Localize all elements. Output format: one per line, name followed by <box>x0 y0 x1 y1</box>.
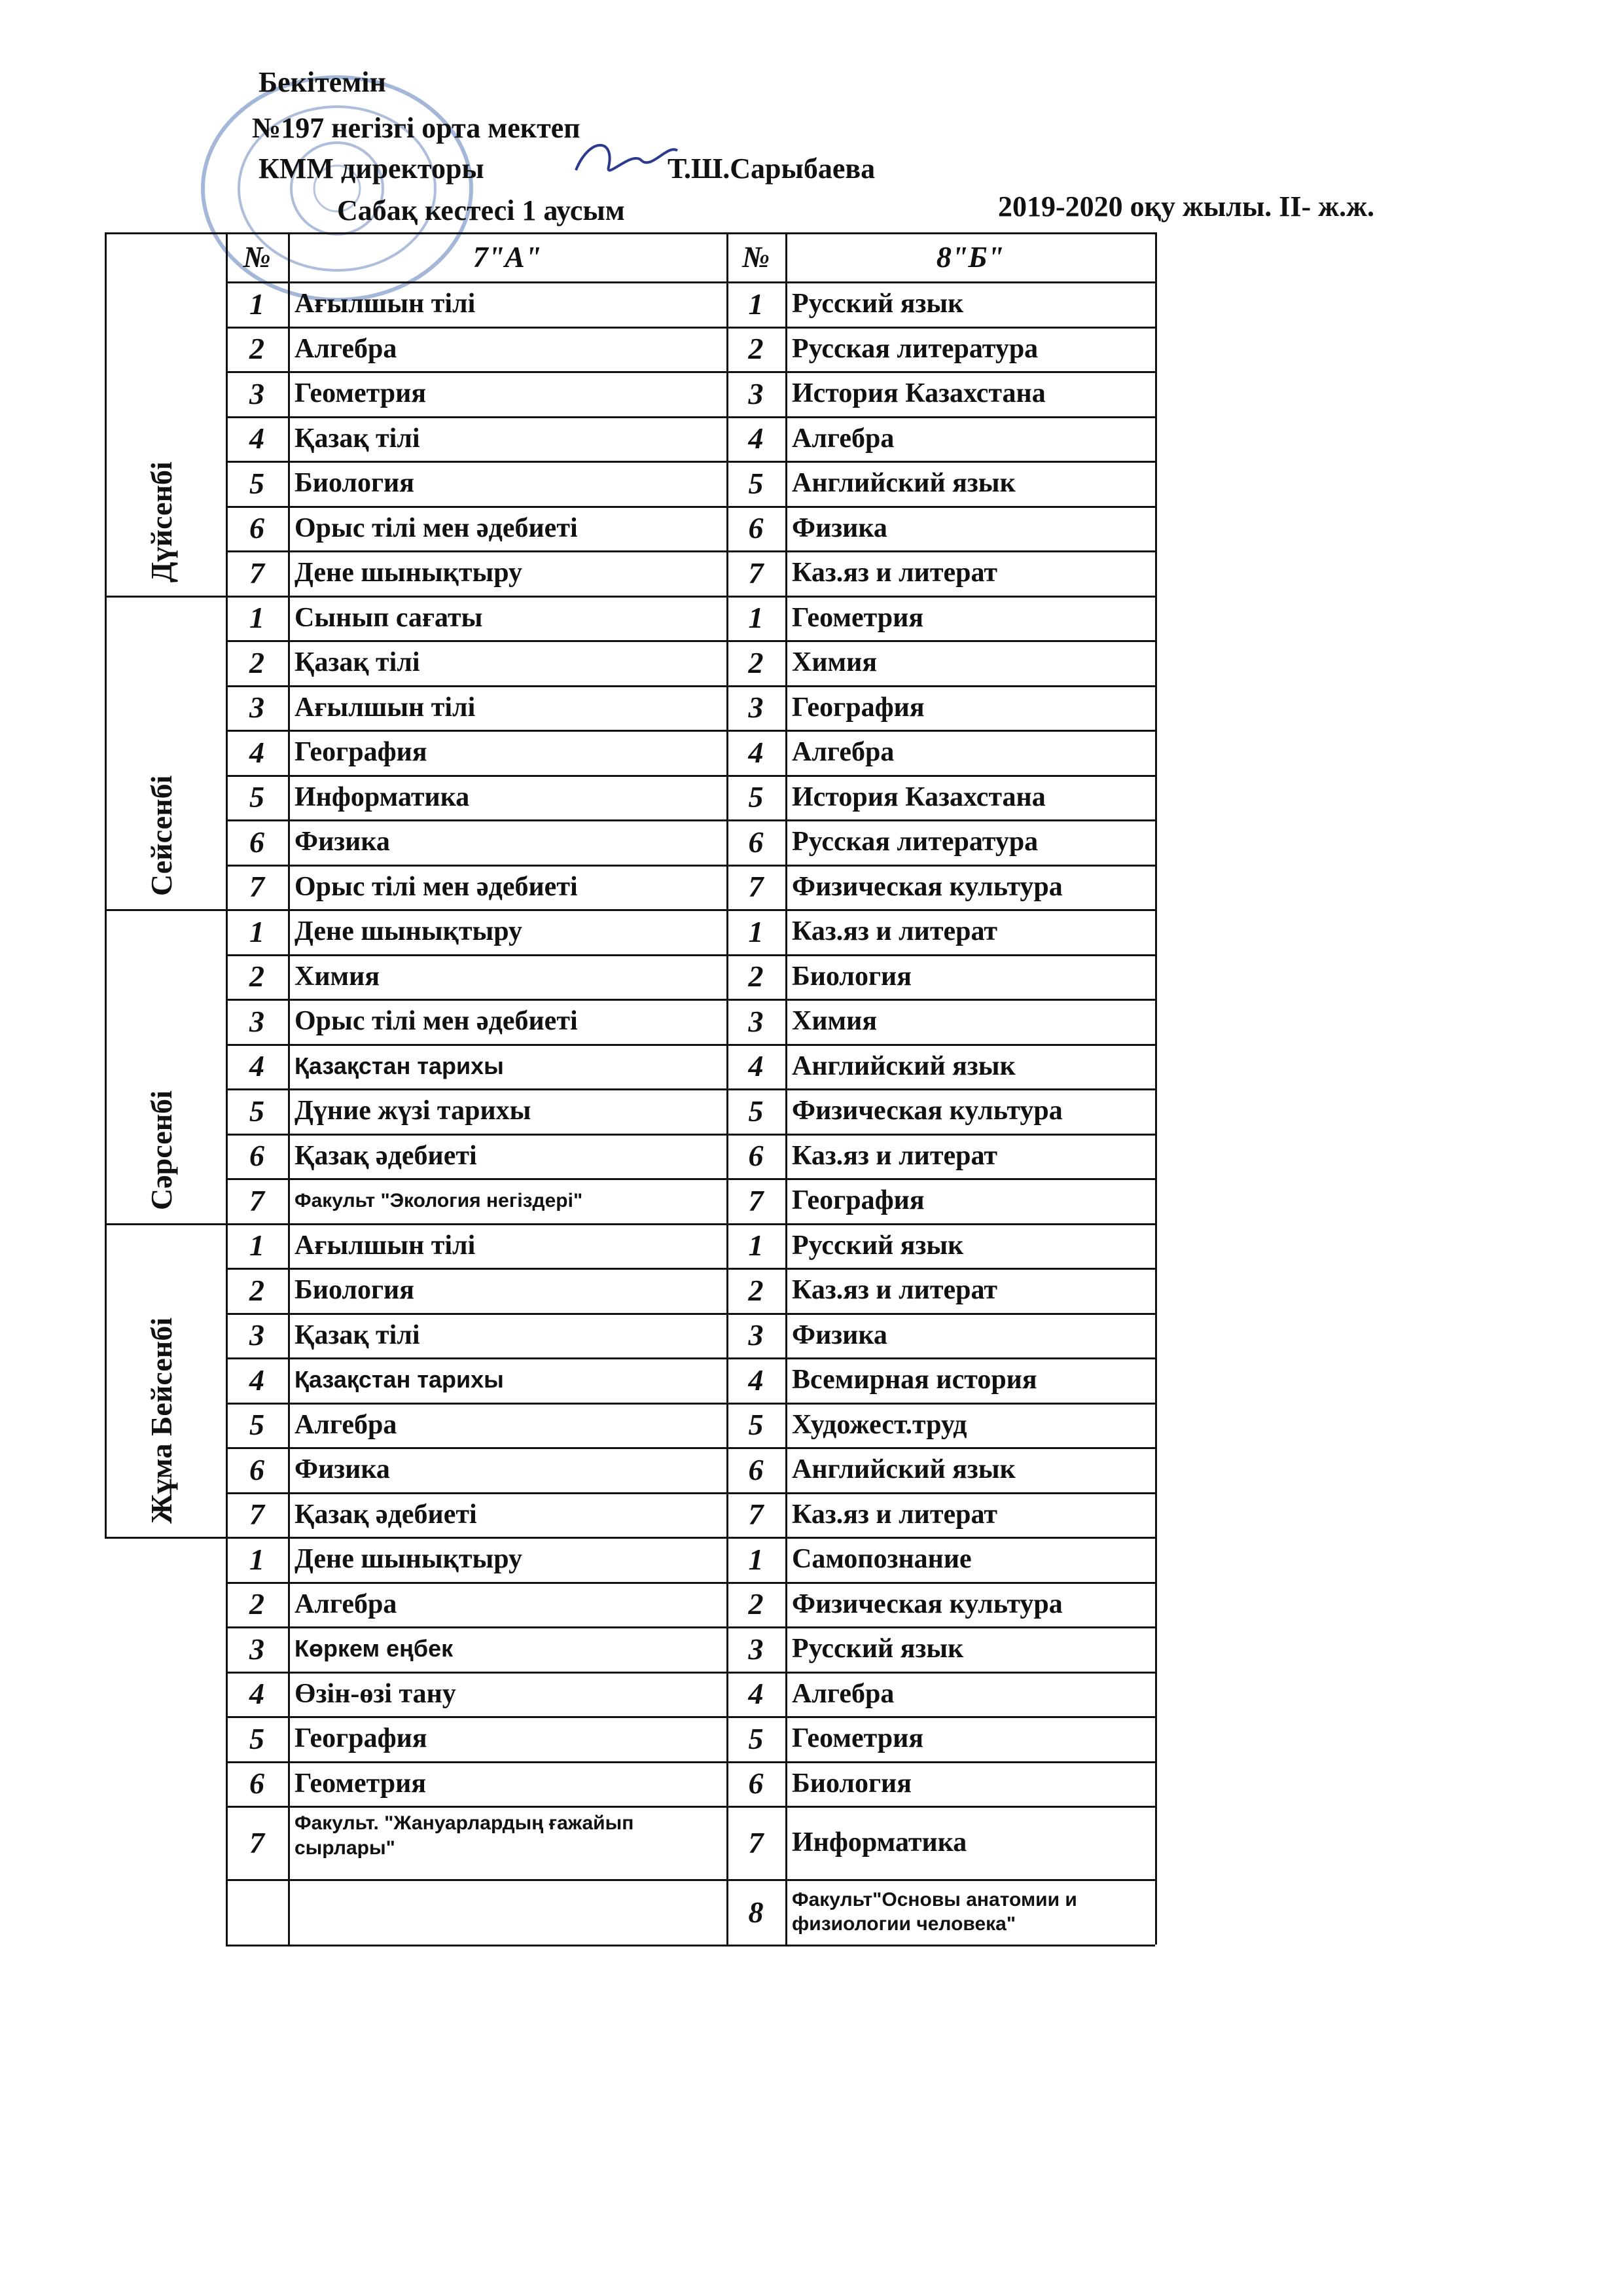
lesson-number: 5 <box>249 466 264 500</box>
lesson-number: 4 <box>249 422 264 456</box>
table-rule <box>105 232 107 1537</box>
subject-7a: Қазақ тілі <box>294 1319 420 1350</box>
lesson-number: 6 <box>748 1767 764 1801</box>
subject-7a: География <box>294 737 427 768</box>
subject-7a: Факульт. "Жануарлардың ғажайып сырлары" <box>294 1812 634 1859</box>
lesson-number: 7 <box>249 870 264 904</box>
table-rule <box>226 416 1155 418</box>
subject-7a: Көркем еңбек <box>294 1635 454 1662</box>
lesson-number: 7 <box>249 556 264 590</box>
lesson-number: 6 <box>249 1452 264 1486</box>
lesson-number: 3 <box>249 376 264 410</box>
subject-7a: Ағылшын тілі <box>294 289 476 319</box>
lesson-number: 1 <box>249 1229 264 1263</box>
subject-7a: Дене шынықтыру <box>294 558 523 588</box>
subject-8b: Русский язык <box>792 289 964 319</box>
day-label: Дүйсенбі <box>145 461 178 583</box>
lesson-number: 2 <box>249 960 264 994</box>
subject-7a: Алгебра <box>294 1588 397 1619</box>
subject-7a: Қазақстан тарихы <box>294 1366 504 1393</box>
subject-7a: Физика <box>294 827 390 857</box>
lesson-number: 4 <box>748 1049 764 1083</box>
subject-7a: Биология <box>294 468 414 499</box>
lesson-number: 7 <box>249 1825 264 1859</box>
subject-8b: Английский язык <box>792 1050 1016 1081</box>
header-class-a: 7"А" <box>473 240 542 274</box>
subject-7a: Орыс тілі мен әдебиеті <box>294 512 578 543</box>
lesson-number: 6 <box>249 1139 264 1173</box>
subject-8b: Русский язык <box>792 1634 964 1664</box>
subject-8b: Физическая культура <box>792 1588 1063 1619</box>
subject-8b: Химия <box>792 1006 878 1037</box>
approval-title: Бекітемін <box>259 66 386 98</box>
subject-8b: Каз.яз и литерат <box>792 1275 998 1306</box>
subject-8b: Физическая культура <box>792 1096 1063 1126</box>
lesson-number: 7 <box>748 1825 764 1859</box>
lesson-number: 6 <box>249 825 264 859</box>
subject-7a: Физика <box>294 1454 390 1485</box>
lesson-number: 6 <box>748 511 764 545</box>
table-rule <box>226 506 1155 508</box>
lesson-number: 7 <box>249 1498 264 1532</box>
day-label: Сейсенбі <box>145 775 178 896</box>
table-rule <box>226 730 1155 732</box>
lesson-number: 2 <box>249 1273 264 1307</box>
table-rule <box>226 1945 1155 1946</box>
subject-8b: Биология <box>792 1768 912 1799</box>
subject-8b: Информатика <box>792 1827 967 1857</box>
lesson-number: 3 <box>249 1004 264 1038</box>
lesson-number: 7 <box>748 1183 764 1217</box>
subject-8b: Каз.яз и литерат <box>792 1140 998 1171</box>
lesson-number: 2 <box>748 645 764 679</box>
table-rule <box>226 1268 1155 1270</box>
lesson-number: 3 <box>249 1318 264 1352</box>
table-rule <box>226 999 1155 1001</box>
lesson-number: 7 <box>748 1498 764 1532</box>
table-rule <box>226 281 1155 283</box>
table-rule <box>226 1626 1155 1628</box>
subject-8b: История Казахстана <box>792 378 1046 409</box>
subject-8b: Самопознание <box>792 1544 972 1575</box>
subject-7a: Қазақ тілі <box>294 647 420 678</box>
subject-8b: Геометрия <box>792 1723 924 1754</box>
lesson-number: 3 <box>748 691 764 725</box>
lesson-number: 4 <box>249 735 264 769</box>
table-rule <box>226 1313 1155 1315</box>
schedule-caption: Сабақ кестесі 1 аусым <box>337 194 625 226</box>
lesson-number: 4 <box>748 422 764 456</box>
table-rule <box>288 232 290 1945</box>
lesson-number: 2 <box>748 960 764 994</box>
table-rule <box>226 1672 1155 1674</box>
subject-7a: Геометрия <box>294 378 427 409</box>
table-rule <box>226 1716 1155 1718</box>
lesson-number: 5 <box>748 466 764 500</box>
lesson-number: 4 <box>748 1677 764 1711</box>
table-rule <box>785 232 787 1945</box>
subject-8b: Геометрия <box>792 602 924 633</box>
lesson-number: 2 <box>748 332 764 366</box>
lesson-number: 1 <box>748 601 764 635</box>
director-title: КММ директоры <box>259 152 484 185</box>
subject-8b: Английский язык <box>792 1454 1016 1485</box>
lesson-number <box>226 1879 288 1945</box>
table-rule <box>226 1357 1155 1359</box>
subject-8b: Каз.яз и литерат <box>792 916 998 947</box>
subject-7a: Орыс тілі мен әдебиеті <box>294 1006 578 1037</box>
subject-8b: Каз.яз и литерат <box>792 558 998 588</box>
subject-8b: Факульт"Основы анатомии и физиологии человека" <box>792 1888 1077 1935</box>
table-rule <box>226 1761 1155 1763</box>
subject-8b: Каз.яз и литерат <box>792 1499 998 1530</box>
lesson-number: 7 <box>748 556 764 590</box>
header-num-a: № <box>243 240 271 274</box>
academic-year: 2019-2020 оқу жылы. II- ж.ж. <box>998 190 1375 223</box>
subject-7a: Ағылшын тілі <box>294 1230 476 1261</box>
table-rule <box>226 775 1155 777</box>
subject-7a: Химия <box>294 961 380 992</box>
lesson-number: 6 <box>748 825 764 859</box>
day-label: Сәрсенбі <box>145 1090 178 1210</box>
subject-7a: Факульт "Экология негіздері" <box>294 1189 583 1211</box>
lesson-number: 1 <box>748 1542 764 1576</box>
lesson-number: 1 <box>249 601 264 635</box>
table-rule <box>226 685 1155 687</box>
subject-7a: Орыс тілі мен әдебиеті <box>294 871 578 902</box>
subject-7a: Қазақ әдебиеті <box>294 1499 477 1530</box>
lesson-number: 2 <box>748 1587 764 1621</box>
subject-8b: Русская литература <box>792 333 1039 364</box>
lesson-number: 6 <box>748 1452 764 1486</box>
lesson-number: 1 <box>249 914 264 948</box>
subject-8b: Химия <box>792 647 878 678</box>
lesson-number: 1 <box>748 287 764 321</box>
subject-7a: Информатика <box>294 781 470 812</box>
table-rule <box>226 1134 1155 1136</box>
lesson-number: 4 <box>249 1363 264 1397</box>
table-rule <box>105 1537 226 1539</box>
subject-8b: Всемирная история <box>792 1365 1037 1395</box>
table-rule <box>226 865 1155 867</box>
subject-7a: Биология <box>294 1275 414 1306</box>
lesson-number: 5 <box>748 780 764 814</box>
table-rule <box>226 1403 1155 1405</box>
lesson-number: 3 <box>249 1632 264 1666</box>
subject-8b: Русская литература <box>792 827 1039 857</box>
lesson-number: 2 <box>249 332 264 366</box>
subject-8b: Художест.труд <box>792 1409 967 1440</box>
table-rule <box>226 1537 1155 1539</box>
subject-8b: Алгебра <box>792 737 895 768</box>
table-rule <box>226 1582 1155 1584</box>
lesson-number: 6 <box>748 1139 764 1173</box>
subject-8b: Английский язык <box>792 468 1016 499</box>
day-label: Жұма Бейсенбі <box>145 1317 178 1524</box>
table-rule <box>226 1088 1155 1090</box>
subject-7a: География <box>294 1723 427 1754</box>
subject-8b: Физическая культура <box>792 871 1063 902</box>
lesson-number: 8 <box>748 1895 764 1929</box>
lesson-number: 5 <box>748 1408 764 1442</box>
lesson-number: 3 <box>748 1004 764 1038</box>
table-rule <box>226 1492 1155 1494</box>
subject-8b: История Казахстана <box>792 781 1046 812</box>
lesson-number: 5 <box>748 1721 764 1755</box>
lesson-number: 2 <box>249 1587 264 1621</box>
table-rule <box>226 1044 1155 1046</box>
table-rule <box>226 1447 1155 1449</box>
table-rule <box>105 596 226 598</box>
table-rule <box>726 232 728 1945</box>
lesson-number: 6 <box>249 511 264 545</box>
table-rule <box>226 1223 1155 1225</box>
lesson-number: 3 <box>748 1318 764 1352</box>
subject-8b: Физика <box>792 1319 887 1350</box>
lesson-number: 5 <box>249 1094 264 1128</box>
director-signature <box>569 131 681 190</box>
subject-7a: Алгебра <box>294 333 397 364</box>
subject-8b: География <box>792 692 925 723</box>
subject-7a: Қазақ тілі <box>294 423 420 454</box>
table-rule <box>226 1178 1155 1180</box>
lesson-number: 6 <box>249 1767 264 1801</box>
lesson-number: 4 <box>249 1049 264 1083</box>
lesson-number: 7 <box>748 870 764 904</box>
table-rule <box>226 461 1155 463</box>
table-rule <box>226 232 228 1945</box>
table-rule <box>1155 232 1157 1945</box>
subject-7a: Қазақстан тарихы <box>294 1052 504 1079</box>
subject-8b: Биология <box>792 961 912 992</box>
subject-7a: Өзін-өзі тану <box>294 1678 456 1709</box>
subject-8b: Алгебра <box>792 1678 895 1709</box>
table-rule <box>105 232 1155 234</box>
subject-7a: Геометрия <box>294 1768 427 1799</box>
table-rule <box>226 954 1155 956</box>
table-rule <box>226 1879 1155 1881</box>
lesson-number: 1 <box>748 914 764 948</box>
subject-7a <box>288 1879 725 1945</box>
lesson-number: 5 <box>249 780 264 814</box>
lesson-number: 4 <box>748 735 764 769</box>
table-rule <box>226 640 1155 642</box>
table-rule <box>226 371 1155 373</box>
table-rule <box>226 327 1155 329</box>
lesson-number: 2 <box>249 645 264 679</box>
lesson-number: 3 <box>249 691 264 725</box>
subject-7a: Дүние жүзі тарихы <box>294 1096 531 1126</box>
table-rule <box>226 596 1155 598</box>
lesson-number: 1 <box>249 287 264 321</box>
lesson-number: 4 <box>249 1677 264 1711</box>
lesson-number: 4 <box>748 1363 764 1397</box>
director-name: Т.Ш.Сарыбаева <box>668 152 876 185</box>
subject-8b: Физика <box>792 512 887 543</box>
table-rule <box>226 909 1155 911</box>
lesson-number: 3 <box>748 1632 764 1666</box>
lesson-number: 1 <box>748 1229 764 1263</box>
table-rule <box>226 1806 1155 1808</box>
subject-7a: Қазақ әдебиеті <box>294 1140 477 1171</box>
subject-8b: Алгебра <box>792 423 895 454</box>
subject-7a: Дене шынықтыру <box>294 916 523 947</box>
lesson-number: 5 <box>748 1094 764 1128</box>
table-rule <box>226 819 1155 821</box>
subject-7a: Дене шынықтыру <box>294 1544 523 1575</box>
subject-8b: Русский язык <box>792 1230 964 1261</box>
header-num-b: № <box>741 240 770 274</box>
lesson-number: 5 <box>249 1721 264 1755</box>
subject-7a: Сынып сағаты <box>294 602 483 633</box>
lesson-number: 3 <box>748 376 764 410</box>
lesson-number: 5 <box>249 1408 264 1442</box>
lesson-number: 7 <box>249 1183 264 1217</box>
subject-7a: Алгебра <box>294 1409 397 1440</box>
header-class-b: 8"Б" <box>936 240 1005 274</box>
table-rule <box>105 909 226 911</box>
table-rule <box>105 1223 226 1225</box>
subject-8b: География <box>792 1185 925 1216</box>
lesson-number: 2 <box>748 1273 764 1307</box>
lesson-number: 1 <box>249 1542 264 1576</box>
school-name: №197 негізгі орта мектеп <box>252 112 580 144</box>
table-rule <box>226 550 1155 552</box>
subject-7a: Ағылшын тілі <box>294 692 476 723</box>
